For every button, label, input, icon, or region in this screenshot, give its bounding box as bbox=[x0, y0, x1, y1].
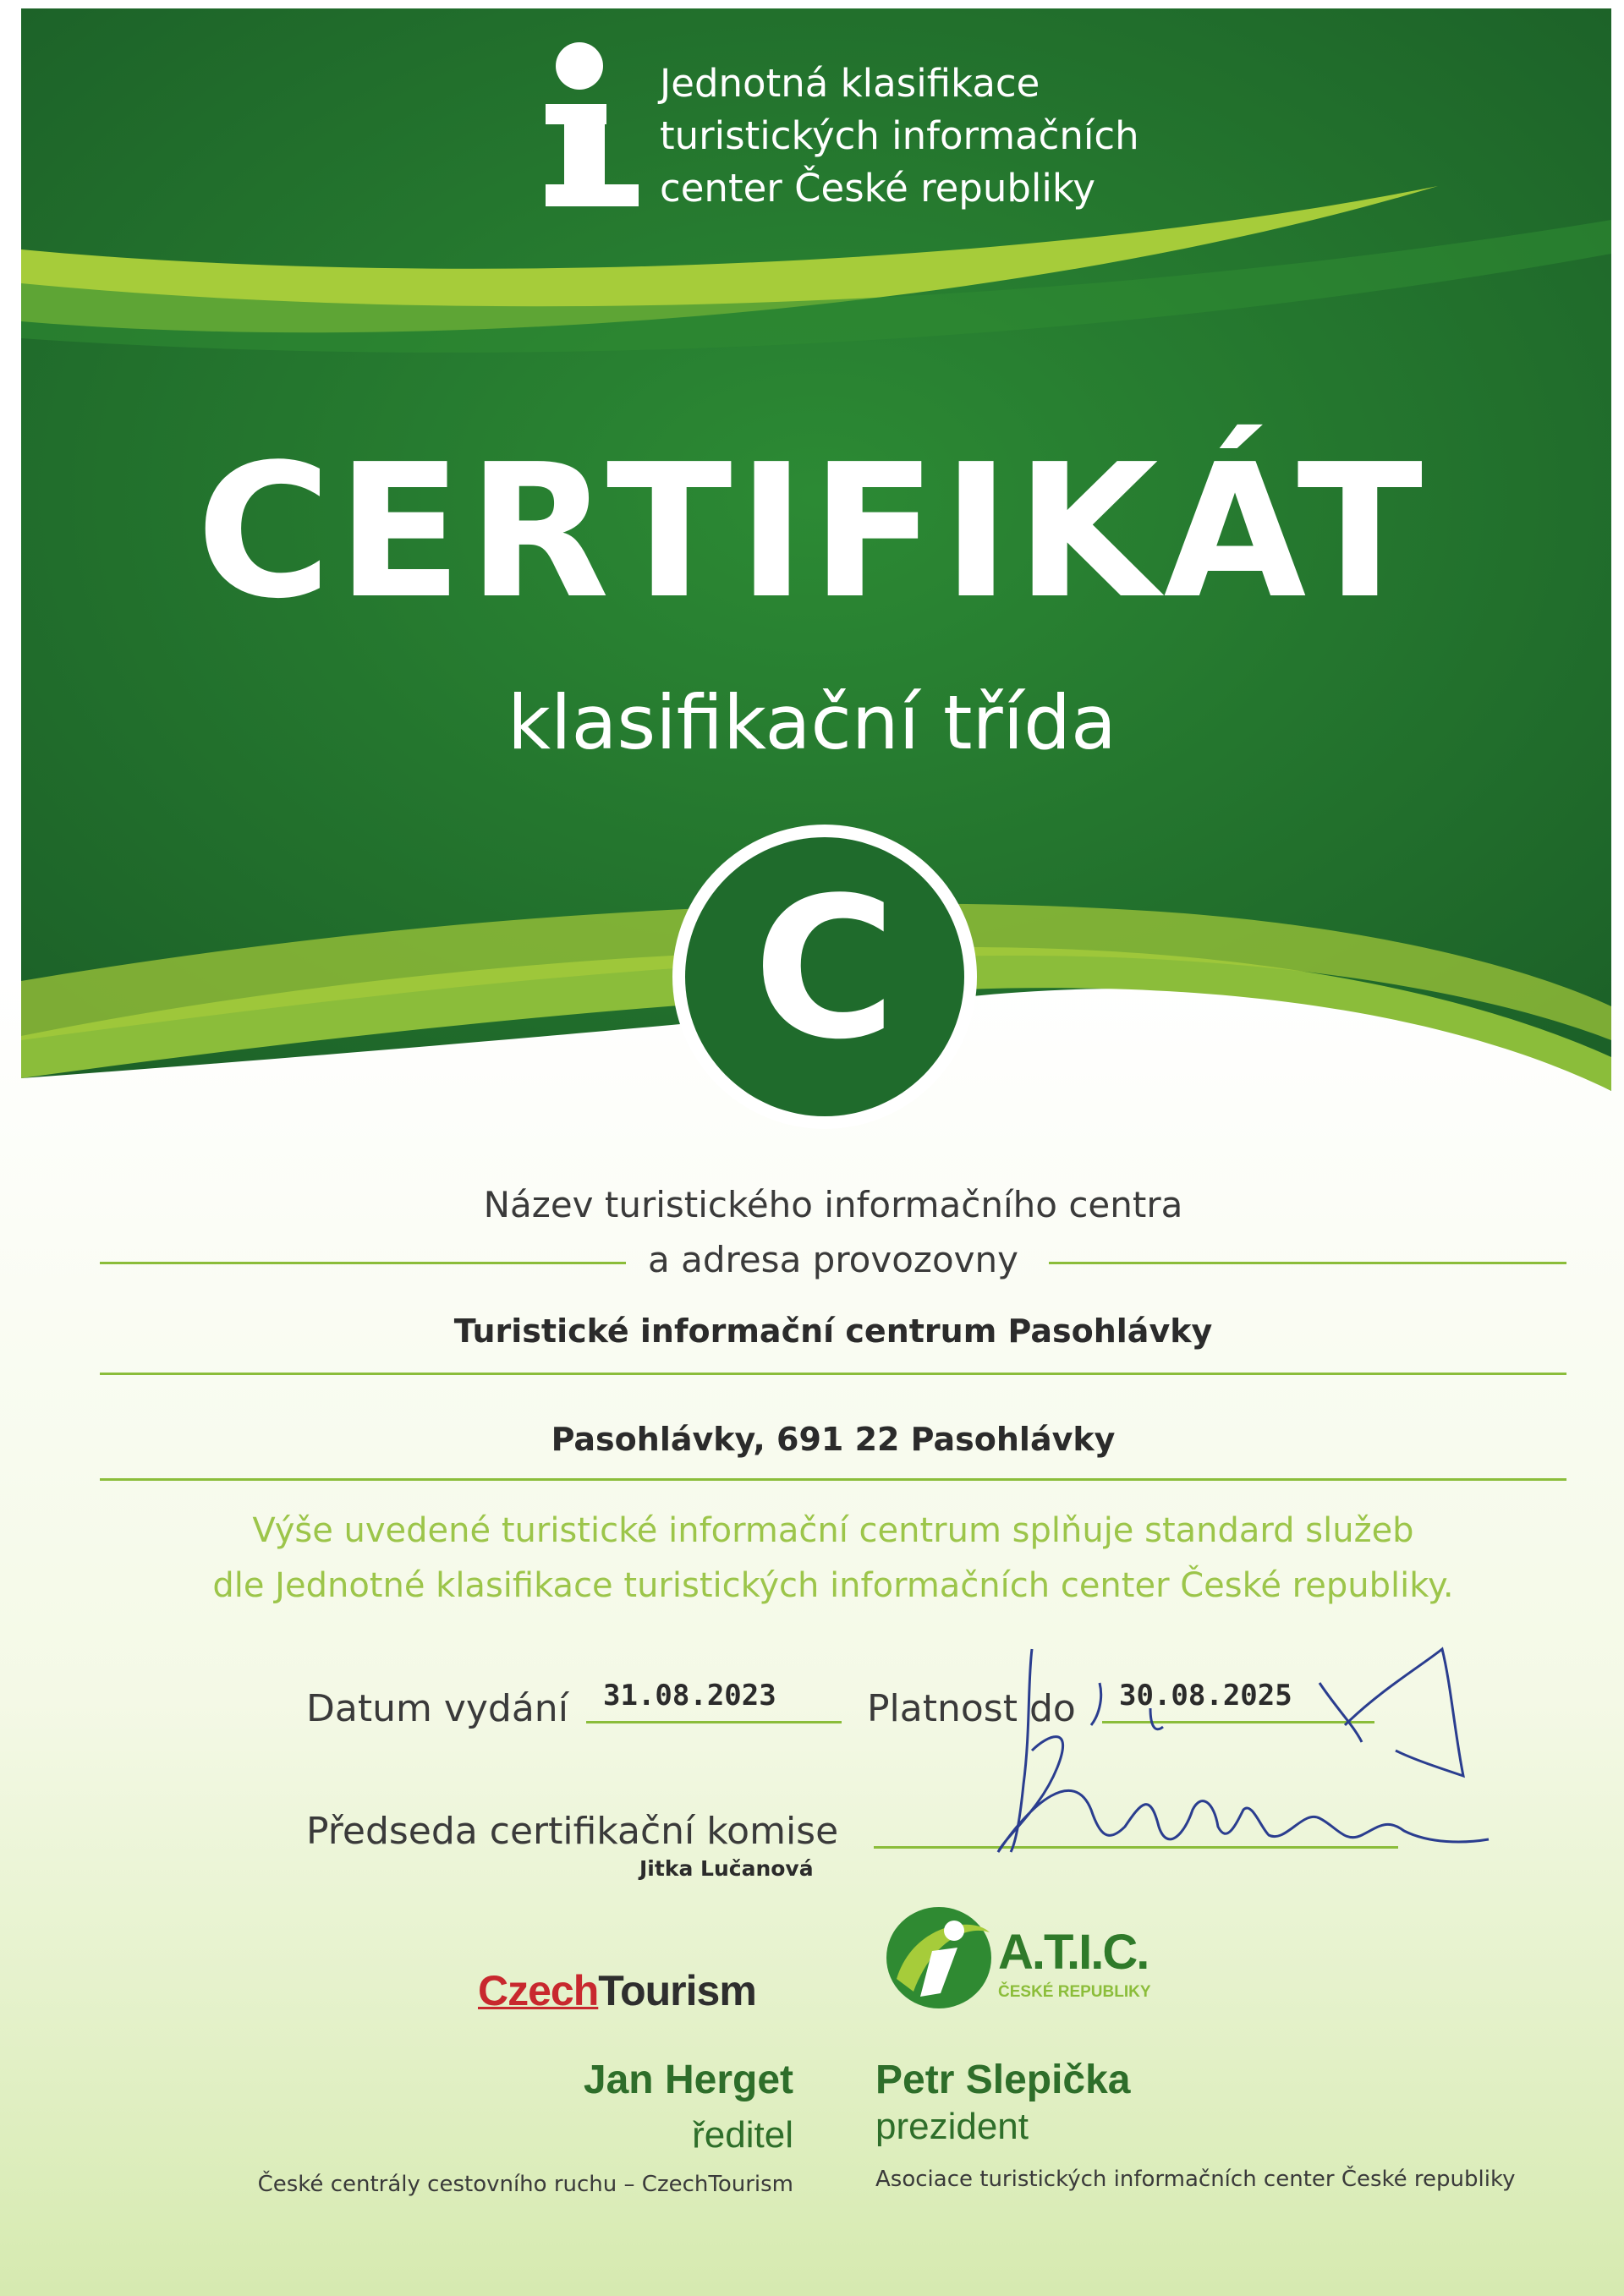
header-organization-text bbox=[660, 58, 1139, 215]
class-badge bbox=[668, 820, 981, 1133]
center-name-value: Turistické informační centrum Pasohlávky bbox=[453, 1312, 1213, 1350]
certificate-title: CERTIFIKÁT bbox=[195, 425, 1429, 639]
left-signatory-name: Jan Herget bbox=[583, 2058, 793, 2102]
left-signatory-role: ředitel bbox=[692, 2114, 793, 2156]
class-letter: C bbox=[753, 857, 897, 1082]
center-name-label-line1: Název turistického informačního centra bbox=[483, 1184, 1183, 1225]
divider-line bbox=[100, 1373, 1566, 1375]
atic-logo-text: A.T.I.C. bbox=[998, 1925, 1149, 1980]
header-line-3: center České republiky bbox=[660, 166, 1096, 211]
divider-line bbox=[1049, 1262, 1566, 1264]
committee-chair-name: Jitka Lučanová bbox=[639, 1856, 814, 1881]
committee-chair-label: Předseda certifikační komise bbox=[306, 1810, 839, 1853]
certificate-subtitle: klasifikační třída bbox=[508, 679, 1116, 766]
valid-until-value: 30.08.2025 bbox=[1119, 1679, 1292, 1712]
signature-icon bbox=[981, 1632, 1506, 1886]
atic-logo-subtext: ČESKÉ REPUBLIKY bbox=[998, 1983, 1151, 2001]
statement-line-1: Výše uvedené turistické informační centrum splňuje standard služeb bbox=[252, 1511, 1414, 1550]
statement-line-2: dle Jednotné klasifikace turistických informačních center České republiky. bbox=[212, 1566, 1454, 1605]
czechtourism-logo bbox=[478, 1966, 756, 2015]
header-line-1: Jednotná klasifikace bbox=[660, 61, 1040, 106]
right-signatory-role: prezident bbox=[875, 2106, 1029, 2147]
issued-date-value: 31.08.2023 bbox=[603, 1679, 776, 1712]
czechtourism-logo-czech: Czech bbox=[478, 1967, 599, 2014]
valid-until-label: Platnost do bbox=[867, 1687, 1076, 1730]
header-line-2: turistických informačních bbox=[660, 113, 1139, 158]
center-name-label-line2: a adresa provozovny bbox=[648, 1239, 1018, 1280]
info-i-icon bbox=[537, 41, 639, 210]
issued-date-label: Datum vydání bbox=[306, 1687, 568, 1730]
czechtourism-logo-tourism: Tourism bbox=[598, 1967, 756, 2014]
center-address-value: Pasohlávky, 691 22 Pasohlávky bbox=[551, 1421, 1116, 1458]
left-signatory-organization: České centrály cestovního ruchu – CzechTourism bbox=[257, 2172, 793, 2197]
issued-date-underline bbox=[586, 1721, 842, 1723]
right-signatory-organization: Asociace turistických informačních center České republiky bbox=[875, 2167, 1516, 2192]
right-signatory-name: Petr Slepička bbox=[875, 2058, 1131, 2102]
divider-line bbox=[100, 1478, 1566, 1481]
